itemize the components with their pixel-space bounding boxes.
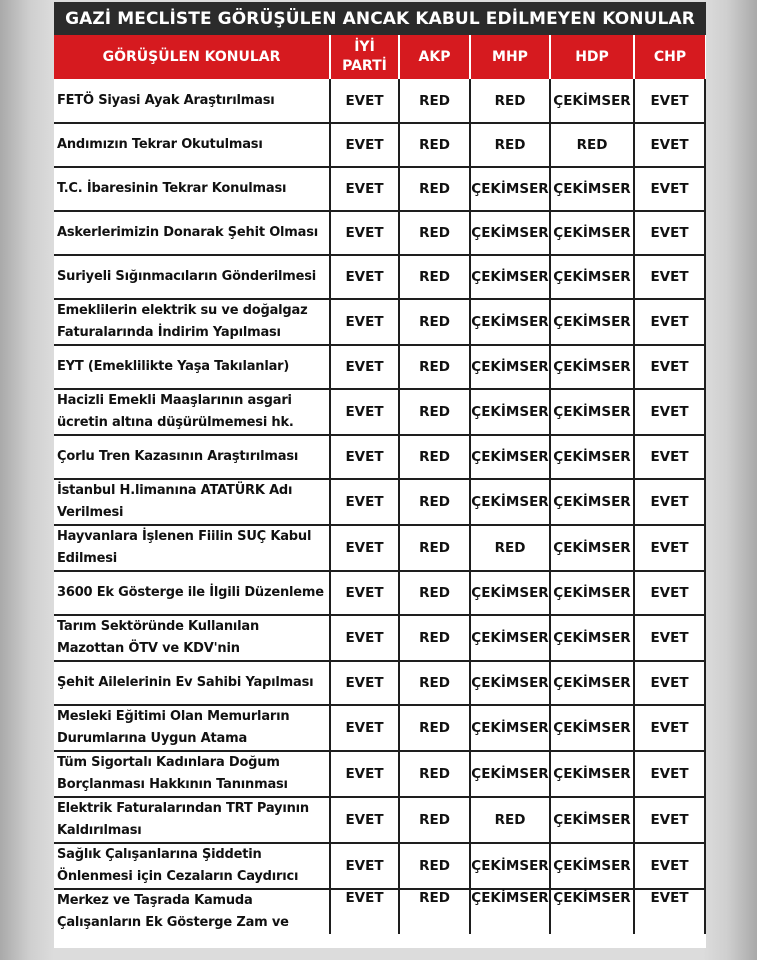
vote-chp-cell: EVET: [634, 571, 705, 615]
vote-mhp-cell: ÇEKİMSER: [470, 571, 550, 615]
vote-mhp-cell: ÇEKİMSER: [470, 615, 550, 661]
column-header-mhp: MHP: [470, 35, 550, 79]
vote-chp-cell: EVET: [634, 345, 705, 389]
topic-cell: Sağlık Çalışanlarına Şiddetin Önlenmesi için Cezaların Caydırıcı: [54, 843, 330, 889]
vote-iyi-cell: EVET: [330, 661, 399, 705]
vote-akp-cell: RED: [399, 797, 470, 843]
vote-iyi-cell: EVET: [330, 167, 399, 211]
table-row: [54, 661, 705, 705]
vote-chp-cell: EVET: [634, 751, 705, 797]
vote-mhp-cell: ÇEKİMSER: [470, 345, 550, 389]
vote-chp-cell: EVET: [634, 797, 705, 843]
vote-chp-cell: EVET: [634, 79, 705, 123]
vote-table: [54, 35, 706, 934]
vote-akp-cell: RED: [399, 79, 470, 123]
table-row: [54, 255, 705, 299]
vote-chp-cell: EVET: [634, 389, 705, 435]
vote-chp-cell: EVET: [634, 255, 705, 299]
vote-iyi-cell: EVET: [330, 843, 399, 889]
table-row: [54, 797, 705, 843]
vote-chp-cell: EVET: [634, 435, 705, 479]
vote-akp-cell: RED: [399, 525, 470, 571]
vote-hdp-cell: ÇEKİMSER: [550, 389, 634, 435]
table-body: [54, 79, 705, 934]
topic-cell: Mesleki Eğitimi Olan Memurların Durumlarına Uygun Atama: [54, 705, 330, 751]
vote-hdp-cell: ÇEKİMSER: [550, 167, 634, 211]
vote-chp-cell: EVET: [634, 299, 705, 345]
vote-chp-cell: EVET: [634, 167, 705, 211]
vote-hdp-cell: ÇEKİMSER: [550, 435, 634, 479]
topic-cell: Hacizli Emekli Maaşlarının asgari ücretin altına düşürülmemesi hk.: [54, 389, 330, 435]
table-row: [54, 211, 705, 255]
vote-iyi-cell: EVET: [330, 615, 399, 661]
vote-akp-cell: RED: [399, 211, 470, 255]
vote-hdp-cell: ÇEKİMSER: [550, 705, 634, 751]
table-row: [54, 525, 705, 571]
vote-mhp-cell: ÇEKİMSER: [470, 211, 550, 255]
topic-cell: İstanbul H.limanına ATATÜRK Adı Verilmesi: [54, 479, 330, 525]
vote-akp-cell: RED: [399, 571, 470, 615]
header-row: [54, 35, 705, 79]
table-row: [54, 705, 705, 751]
vote-chp-cell: EVET: [634, 661, 705, 705]
vote-akp-cell: RED: [399, 255, 470, 299]
table-row: [54, 843, 705, 889]
vote-chp-cell: EVET: [634, 843, 705, 889]
topic-cell: Askerlerimizin Donarak Şehit Olması: [54, 211, 330, 255]
vote-iyi-cell: EVET: [330, 705, 399, 751]
vote-iyi-cell: EVET: [330, 751, 399, 797]
vote-iyi-cell: EVET: [330, 299, 399, 345]
vote-hdp-cell: ÇEKİMSER: [550, 843, 634, 889]
topic-cell: Çorlu Tren Kazasının Araştırılması: [54, 435, 330, 479]
vote-iyi-cell: EVET: [330, 479, 399, 525]
vote-chp-cell: EVET: [634, 705, 705, 751]
vote-iyi-cell: EVET: [330, 211, 399, 255]
vote-mhp-cell: RED: [470, 525, 550, 571]
vote-akp-cell: RED: [399, 167, 470, 211]
vote-mhp-cell: RED: [470, 79, 550, 123]
vote-akp-cell: RED: [399, 843, 470, 889]
vote-hdp-cell: ÇEKİMSER: [550, 79, 634, 123]
vote-chp-cell: EVET: [634, 123, 705, 167]
vote-iyi-cell: EVET: [330, 797, 399, 843]
vote-akp-cell: RED: [399, 615, 470, 661]
table-header: [54, 35, 705, 79]
vote-hdp-cell: ÇEKİMSER: [550, 615, 634, 661]
vote-akp-cell: RED: [399, 751, 470, 797]
vote-iyi-cell: EVET: [330, 571, 399, 615]
vote-hdp-cell: ÇEKİMSER: [550, 571, 634, 615]
vote-iyi-cell: EVET: [330, 345, 399, 389]
topic-cell: Şehit Ailelerinin Ev Sahibi Yapılması: [54, 661, 330, 705]
topic-cell: EYT (Emeklilikte Yaşa Takılanlar): [54, 345, 330, 389]
column-header-iyi-line2: PARTİ: [342, 58, 387, 74]
column-header-chp: CHP: [634, 35, 705, 79]
vote-akp-cell: RED: [399, 123, 470, 167]
vote-mhp-cell: ÇEKİMSER: [470, 479, 550, 525]
vote-akp-cell: RED: [399, 389, 470, 435]
table-row: [54, 479, 705, 525]
vote-akp-cell: RED: [399, 435, 470, 479]
vote-akp-cell: RED: [399, 479, 470, 525]
vote-hdp-cell: ÇEKİMSER: [550, 211, 634, 255]
vote-iyi-cell: EVET: [330, 389, 399, 435]
vote-hdp-cell: ÇEKİMSER: [550, 797, 634, 843]
vote-mhp-cell: ÇEKİMSER: [470, 435, 550, 479]
vote-mhp-cell: ÇEKİMSER: [470, 889, 550, 934]
vote-chp-cell: EVET: [634, 479, 705, 525]
table-row: [54, 345, 705, 389]
topic-cell: FETÖ Siyasi Ayak Araştırılması: [54, 79, 330, 123]
vote-hdp-cell: ÇEKİMSER: [550, 479, 634, 525]
vote-hdp-cell: ÇEKİMSER: [550, 661, 634, 705]
vote-iyi-cell: EVET: [330, 255, 399, 299]
topic-cell: 3600 Ek Gösterge ile İlgili Düzenleme: [54, 571, 330, 615]
table-row: [54, 389, 705, 435]
vote-chp-cell: EVET: [634, 211, 705, 255]
vote-iyi-cell: EVET: [330, 889, 399, 934]
vote-mhp-cell: RED: [470, 797, 550, 843]
column-header-akp: AKP: [399, 35, 470, 79]
vote-akp-cell: RED: [399, 705, 470, 751]
vote-iyi-cell: EVET: [330, 525, 399, 571]
vote-chp-cell: EVET: [634, 525, 705, 571]
vote-mhp-cell: ÇEKİMSER: [470, 389, 550, 435]
vote-hdp-cell: RED: [550, 123, 634, 167]
topic-cell: Suriyeli Sığınmacıların Gönderilmesi: [54, 255, 330, 299]
topic-cell: Tüm Sigortalı Kadınlara Doğum Borçlanması Hakkının Tanınması: [54, 751, 330, 797]
vote-table-sheet: [54, 2, 706, 948]
vote-hdp-cell: ÇEKİMSER: [550, 889, 634, 934]
vote-mhp-cell: ÇEKİMSER: [470, 705, 550, 751]
topic-cell: Elektrik Faturalarından TRT Payının Kaldırılması: [54, 797, 330, 843]
vote-hdp-cell: ÇEKİMSER: [550, 751, 634, 797]
vote-mhp-cell: ÇEKİMSER: [470, 751, 550, 797]
table-row: [54, 615, 705, 661]
vote-mhp-cell: RED: [470, 123, 550, 167]
vote-akp-cell: RED: [399, 889, 470, 934]
column-header-hdp: HDP: [550, 35, 634, 79]
vote-chp-cell: EVET: [634, 615, 705, 661]
vote-hdp-cell: ÇEKİMSER: [550, 255, 634, 299]
table-row: [54, 123, 705, 167]
column-header-iyi-parti: [330, 35, 399, 79]
vote-mhp-cell: ÇEKİMSER: [470, 661, 550, 705]
topic-cell: T.C. İbaresinin Tekrar Konulması: [54, 167, 330, 211]
table-row: [54, 167, 705, 211]
column-header-topics: GÖRÜŞÜLEN KONULAR: [54, 35, 330, 79]
table-row: [54, 889, 705, 934]
vote-akp-cell: RED: [399, 661, 470, 705]
vote-mhp-cell: ÇEKİMSER: [470, 255, 550, 299]
topic-cell: Merkez ve Taşrada Kamuda Çalışanların Ek Gösterge Zam ve: [54, 889, 330, 934]
vote-hdp-cell: ÇEKİMSER: [550, 299, 634, 345]
vote-iyi-cell: EVET: [330, 123, 399, 167]
vote-akp-cell: RED: [399, 345, 470, 389]
table-row: [54, 79, 705, 123]
topic-cell: Emeklilerin elektrik su ve doğalgaz Faturalarında İndirim Yapılması: [54, 299, 330, 345]
vote-iyi-cell: EVET: [330, 435, 399, 479]
vote-chp-cell: EVET: [634, 889, 705, 934]
vote-mhp-cell: ÇEKİMSER: [470, 843, 550, 889]
vote-akp-cell: RED: [399, 299, 470, 345]
topic-cell: Tarım Sektöründe Kullanılan Mazottan ÖTV ve KDV'nin: [54, 615, 330, 661]
topic-cell: Hayvanlara İşlenen Fiilin SUÇ Kabul Edilmesi: [54, 525, 330, 571]
table-row: [54, 751, 705, 797]
table-row: [54, 435, 705, 479]
page-title: GAZİ MECLİSTE GÖRÜŞÜLEN ANCAK KABUL EDİLMEYEN KONULAR: [54, 2, 706, 35]
table-row: [54, 571, 705, 615]
topic-cell: Andımızın Tekrar Okutulması: [54, 123, 330, 167]
table-row: [54, 299, 705, 345]
vote-iyi-cell: EVET: [330, 79, 399, 123]
vote-mhp-cell: ÇEKİMSER: [470, 167, 550, 211]
vote-hdp-cell: ÇEKİMSER: [550, 345, 634, 389]
vote-mhp-cell: ÇEKİMSER: [470, 299, 550, 345]
column-header-iyi-line1: İYİ: [354, 39, 375, 55]
vote-hdp-cell: ÇEKİMSER: [550, 525, 634, 571]
